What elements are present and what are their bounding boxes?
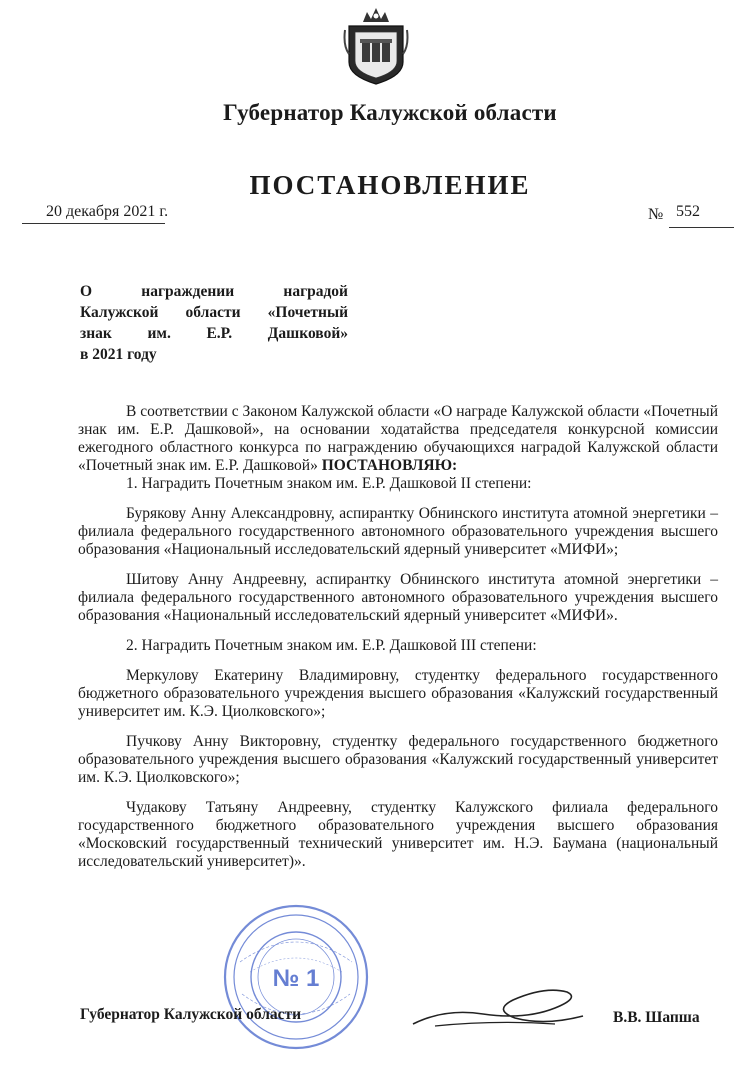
kaluga-coat-of-arms-icon (343, 6, 409, 86)
decree-word: ПОСТАНОВЛЯЮ: (321, 457, 458, 474)
handwritten-signature-icon (405, 980, 590, 1040)
intro-text: В соответствии с Законом Калужской области «О награде Калужской области «Почетный знак им. Е.Р. Дашковой», на основании ходатайства председателя конкурсной комиссии ежегодного областного конкурса по награждению обучающихся наградой Калужской области «Почетный знак им. Е.Р. Дашковой» (78, 403, 718, 474)
awardee-paragraph: Бурякову Анну Александровну, аспирантку Обнинского института атомной энергетики – филиала федерального государственного автономного образовательного учреждения высшего образования «Национальный исследовательский ядерный университет «МИФИ»; (78, 505, 718, 558)
official-stamp-icon (222, 902, 370, 1052)
date-underline (22, 223, 165, 224)
subject-line: в 2021 году (80, 346, 157, 363)
awardee-paragraph: Меркулову Екатерину Владимировну, студентку федерального государственного бюджетного образовательного учреждения высшего образования «Калужский государственный университет им. К.Э. Циолковского»; (78, 667, 718, 720)
subject-line: знак им. Е.Р. Дашковой» (80, 325, 348, 342)
subject-line: О награждении наградой (80, 283, 348, 300)
awardee-paragraph: Шитову Анну Андреевну, аспирантку Обнинского института атомной энергетики – филиала федерального государственного автономного образовательного учреждения высшего образования «Национальный исследовательский ядерный университет «МИФИ». (78, 571, 718, 624)
issuing-authority: Губернатор Калужской области (223, 100, 557, 125)
award-item-1: 1. Наградить Почетным знаком им. Е.Р. Дашковой II степени: (126, 475, 532, 492)
awardee-paragraph: Пучкову Анну Викторовну, студентку федерального государственного бюджетного образовательного учреждения высшего образования «Калужский государственный университет им. К.Э. Циолковского»; (78, 733, 718, 786)
number-underline (669, 227, 734, 228)
number-sign: № (648, 206, 664, 223)
document-number: 552 (676, 203, 700, 220)
signatory-name: В.В. Шапша (613, 1009, 700, 1026)
award-item-2: 2. Наградить Почетным знаком им. Е.Р. Дашковой III степени: (126, 637, 537, 654)
awardee-paragraph: Чудакову Татьяну Андреевну, студентку Калужского филиала федерального государственного бюджетного образовательного учреждения высшего образования «Московский государственный технический университет им. Н.Э. Баумана (национальный исследовательский университет)». (78, 799, 718, 870)
document-type-title: ПОСТАНОВЛЕНИЕ (249, 170, 531, 200)
document-body (78, 403, 718, 871)
signatory-title: Губернатор Калужской области (80, 1006, 302, 1023)
stamp-number: № 1 (272, 965, 320, 992)
document-subject (80, 281, 348, 365)
intro-paragraph (78, 403, 718, 475)
document-date: 20 декабря 2021 г. (46, 203, 169, 220)
subject-line: Калужской области «Почетный (80, 304, 348, 321)
